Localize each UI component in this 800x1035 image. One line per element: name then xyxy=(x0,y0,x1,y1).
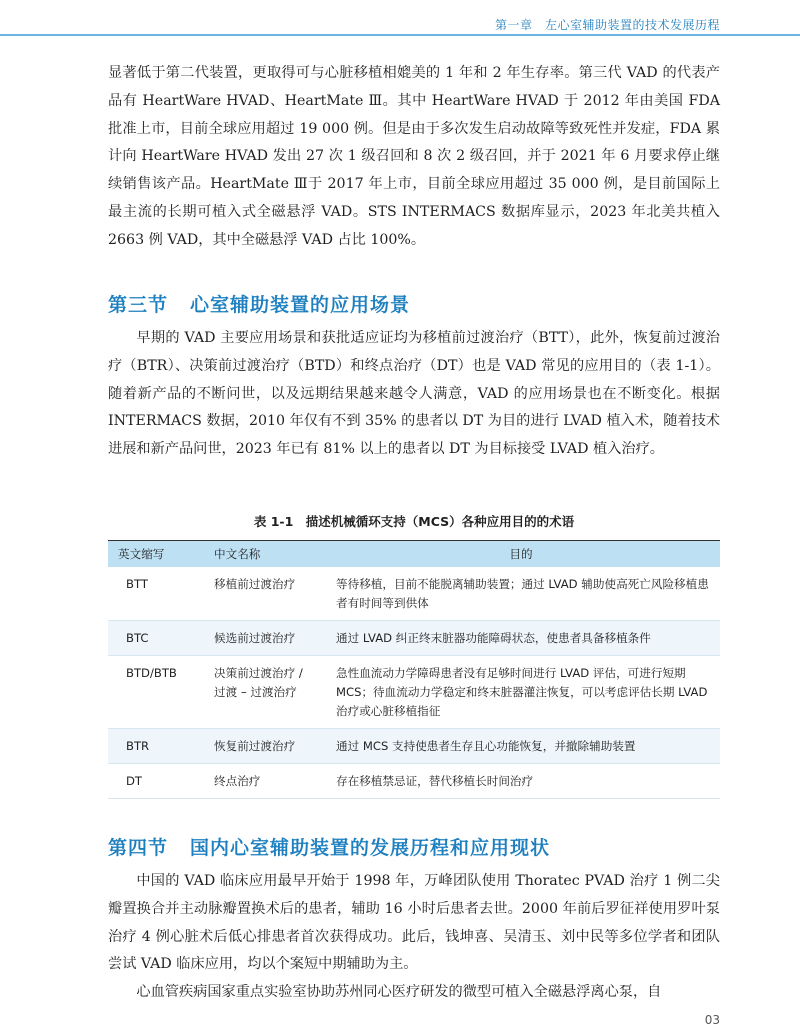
column-header: 目的 xyxy=(322,541,720,568)
section-title: 心室辅助装置的应用场景 xyxy=(190,294,411,316)
table-row xyxy=(108,567,720,621)
table-row xyxy=(108,729,720,764)
paragraph-domestic-history: 中国的 VAD 临床应用最早开始于 1998 年，万峰团队使用 Thoratec PVAD 治疗 1 例二尖瓣置换合并主动脉瓣置换术后的患者，辅助 16 小时后患者去世。2000 年前后罗征祥使用罗叶泵治疗 4 例心脏术后低心排患者首次获得成功。此后，钱坤喜、吴清玉、刘中民等多位学者和团队尝试 VAD 临床应用，均以个案短中期辅助为主。 xyxy=(108,873,720,973)
section-number: 第四节 xyxy=(108,837,169,859)
purpose-cell: 通过 MCS 支持使患者生存且心功能恢复，并撤除辅助装置 xyxy=(322,729,720,764)
table-row xyxy=(108,621,720,656)
paragraph-continued: 心血管疾病国家重点实验室协助苏州同心医疗研发的微型可植入全磁悬浮离心泵，自 xyxy=(136,984,662,1000)
purpose-cell: 等待移植，目前不能脱离辅助装置；通过 LVAD 辅助使高死亡风险移植患者有时间等到供体 xyxy=(322,567,720,621)
table-row xyxy=(108,764,720,799)
table-caption: 表 1-1 描述机械循环支持（MCS）各种应用目的的术语 xyxy=(253,514,575,529)
section-heading-4 xyxy=(108,833,550,860)
purpose-cell: 存在移植禁忌证，替代移植长时间治疗 xyxy=(322,764,720,799)
abbreviation-cell: DT xyxy=(108,764,204,799)
section-heading-3 xyxy=(108,290,410,317)
chinese-name-cell: 终点治疗 xyxy=(204,764,322,799)
column-header: 英文缩写 xyxy=(108,541,204,568)
chinese-name-cell: 决策前过渡治疗 / 过渡 – 过渡治疗 xyxy=(204,656,322,729)
page-number: 03 xyxy=(704,1013,720,1027)
purpose-cell: 通过 LVAD 纠正终末脏器功能障碍状态，使患者具备移植条件 xyxy=(322,621,720,656)
section-number: 第三节 xyxy=(108,294,169,316)
paragraph-intro: 显著低于第二代装置，更取得可与心脏移植相媲美的 1 年和 2 年生存率。第三代 VAD 的代表产品有 HeartWare HVAD、HeartMate Ⅲ。其中 HeartWare HVAD 于 2012 年由美国 FDA 批准上市，目前全球应用超过 19 000 例。但是由于多次发生启动故障等致死性并发症，FDA 累计向 HeartWare HVAD 发出 27 次 1 级召回和 8 次 2 级召回，并于 2021 年 6 月要求停止继续销售该产品。HeartMate Ⅲ于 2017 年上市，目前全球应用超过 35 000 例，是目前国际上最主流的长期可植入式全磁悬浮 VAD。STS INTERMACS 数据库显示，2023 年北美共植入 2663 例 VAD，其中全磁悬浮 VAD 占比 100%。 xyxy=(108,65,720,248)
table-header-row xyxy=(108,541,720,568)
purpose-cell: 急性血流动力学障碍患者没有足够时间进行 LVAD 评估，可进行短期 MCS；待血流动力学稳定和终末脏器灌注恢复，可以考虑评估长期 LVAD 治疗或心脏移植指征 xyxy=(322,656,720,729)
mcs-terms-table xyxy=(108,540,720,799)
chinese-name-cell: 移植前过渡治疗 xyxy=(204,567,322,621)
header-rule xyxy=(0,34,800,36)
column-header: 中文名称 xyxy=(204,541,322,568)
abbreviation-cell: BTR xyxy=(108,729,204,764)
chinese-name-cell: 恢复前过渡治疗 xyxy=(204,729,322,764)
abbreviation-cell: BTC xyxy=(108,621,204,656)
chinese-name-cell: 候选前过渡治疗 xyxy=(204,621,322,656)
paragraph-application-scenarios: 早期的 VAD 主要应用场景和获批适应证均为移植前过渡治疗（BTT），此外，恢复前过渡治疗（BTR）、决策前过渡治疗（BTD）和终点治疗（DT）也是 VAD 常见的应用目的（表 1-1）。随着新产品的不断问世，以及远期结果越来越令人满意，VAD 的应用场景也在不断变化。根据 INTERMACS 数据，2010 年仅有不到 35% 的患者以 DT 为目的进行 LVAD 植入术，随着技术进展和新产品问世，2023 年已有 81% 以上的患者以 DT 为目标接受 LVAD 植入治疗。 xyxy=(108,330,720,458)
abbreviation-cell: BTD/BTB xyxy=(108,656,204,729)
running-header: 第一章 左心室辅助装置的技术发展历程 xyxy=(494,18,720,32)
section-title: 国内心室辅助装置的发展历程和应用现状 xyxy=(190,837,551,859)
abbreviation-cell: BTT xyxy=(108,567,204,621)
table-row xyxy=(108,656,720,729)
